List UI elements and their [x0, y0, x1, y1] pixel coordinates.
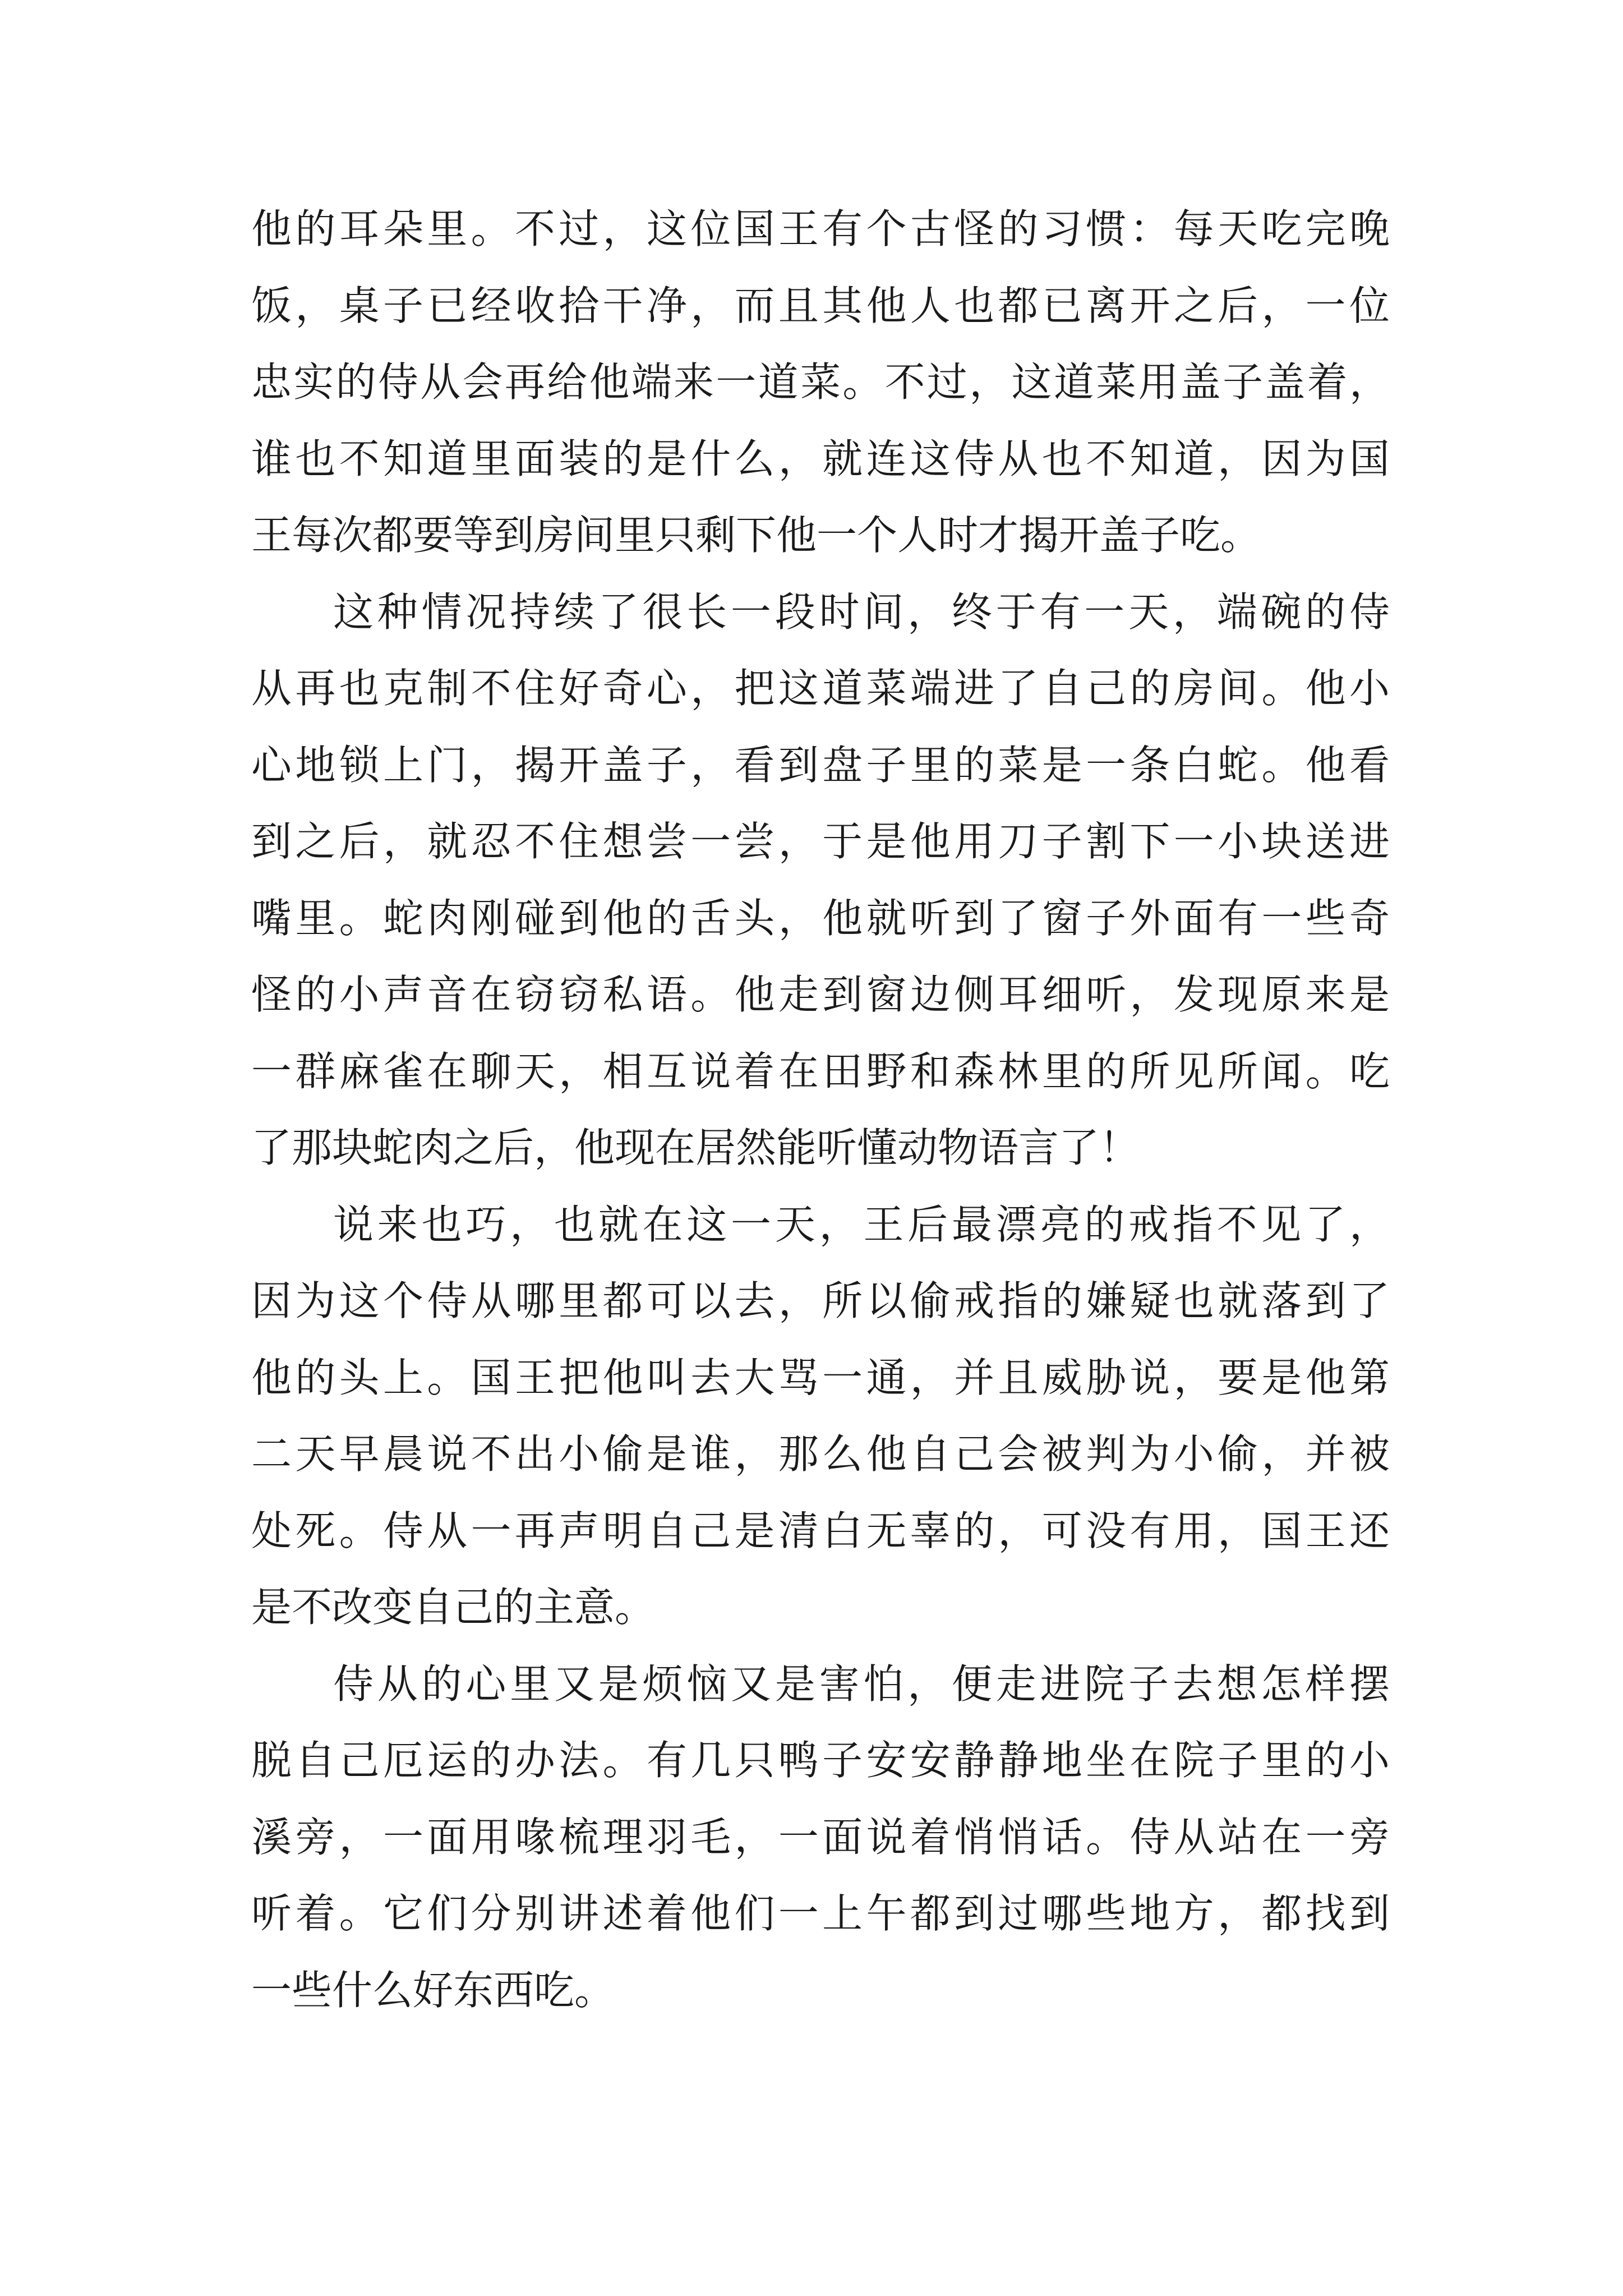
text-line: 听着。它们分别讲述着他们一上午都到过哪些地方，都找到 [251, 1890, 1390, 1937]
text-line: 嘴里。蛇肉刚碰到他的舌头，他就听到了窗子外面有一些奇 [251, 894, 1390, 942]
text-line: 心地锁上门，揭开盖子，看到盘子里的菜是一条白蛇。他看 [251, 741, 1390, 789]
text-line: 说来也巧，也就在这一天，王后最漂亮的戒指不见了， [333, 1200, 1390, 1248]
text-line: 因为这个侍从哪里都可以去，所以偷戒指的嫌疑也就落到了 [251, 1277, 1390, 1324]
text-line: 一些什么好东西吃。 [251, 1966, 615, 2014]
text-line: 处死。侍从一再声明自己是清白无辜的，可没有用，国王还 [251, 1507, 1390, 1554]
text-line: 从再也克制不住好奇心，把这道菜端进了自己的房间。他小 [251, 665, 1390, 712]
text-line: 二天早晨说不出小偷是谁，那么他自己会被判为小偷，并被 [251, 1430, 1390, 1478]
paragraph-4 [251, 1646, 1390, 2029]
text-line: 一群麻雀在聊天，相互说着在田野和森林里的所见所闻。吃 [251, 1047, 1390, 1095]
text-line: 是不改变自己的主意。 [251, 1584, 656, 1631]
body-text [251, 191, 1390, 2028]
text-line: 到之后，就忍不住想尝一尝，于是他用刀子割下一小块送进 [251, 818, 1390, 865]
text-line: 侍从的心里又是烦恼又是害怕，便走进院子去想怎样摆 [333, 1660, 1390, 1708]
paragraph-2 [251, 574, 1390, 1186]
paragraph-3 [251, 1186, 1390, 1646]
text-line: 王每次都要等到房间里只剩下他一个人时才揭开盖子吃。 [251, 512, 1261, 559]
text-line: 他的头上。国王把他叫去大骂一通，并且威胁说，要是他第 [251, 1354, 1390, 1401]
text-line: 怪的小声音在窃窃私语。他走到窗边侧耳细听，发现原来是 [251, 971, 1390, 1018]
text-line: 这种情况持续了很长一段时间，终于有一天，端碗的侍 [333, 588, 1390, 636]
text-line: 脱自己厄运的办法。有几只鸭子安安静静地坐在院子里的小 [251, 1737, 1390, 1784]
text-line: 忠实的侍从会再给他端来一道菜。不过，这道菜用盖子盖着， [251, 358, 1390, 406]
text-line: 饭，桌子已经收拾干净，而且其他人也都已离开之后，一位 [251, 282, 1390, 329]
text-line: 溪旁，一面用喙梳理羽毛，一面说着悄悄话。侍从站在一旁 [251, 1813, 1390, 1861]
text-line: 谁也不知道里面装的是什么，就连这侍从也不知道，因为国 [251, 435, 1390, 482]
paragraph-1 [251, 191, 1390, 574]
text-line: 他的耳朵里。不过，这位国王有个古怪的习惯：每天吃完晚 [251, 205, 1390, 252]
text-line: 了那块蛇肉之后，他现在居然能听懂动物语言了！ [251, 1124, 1140, 1171]
